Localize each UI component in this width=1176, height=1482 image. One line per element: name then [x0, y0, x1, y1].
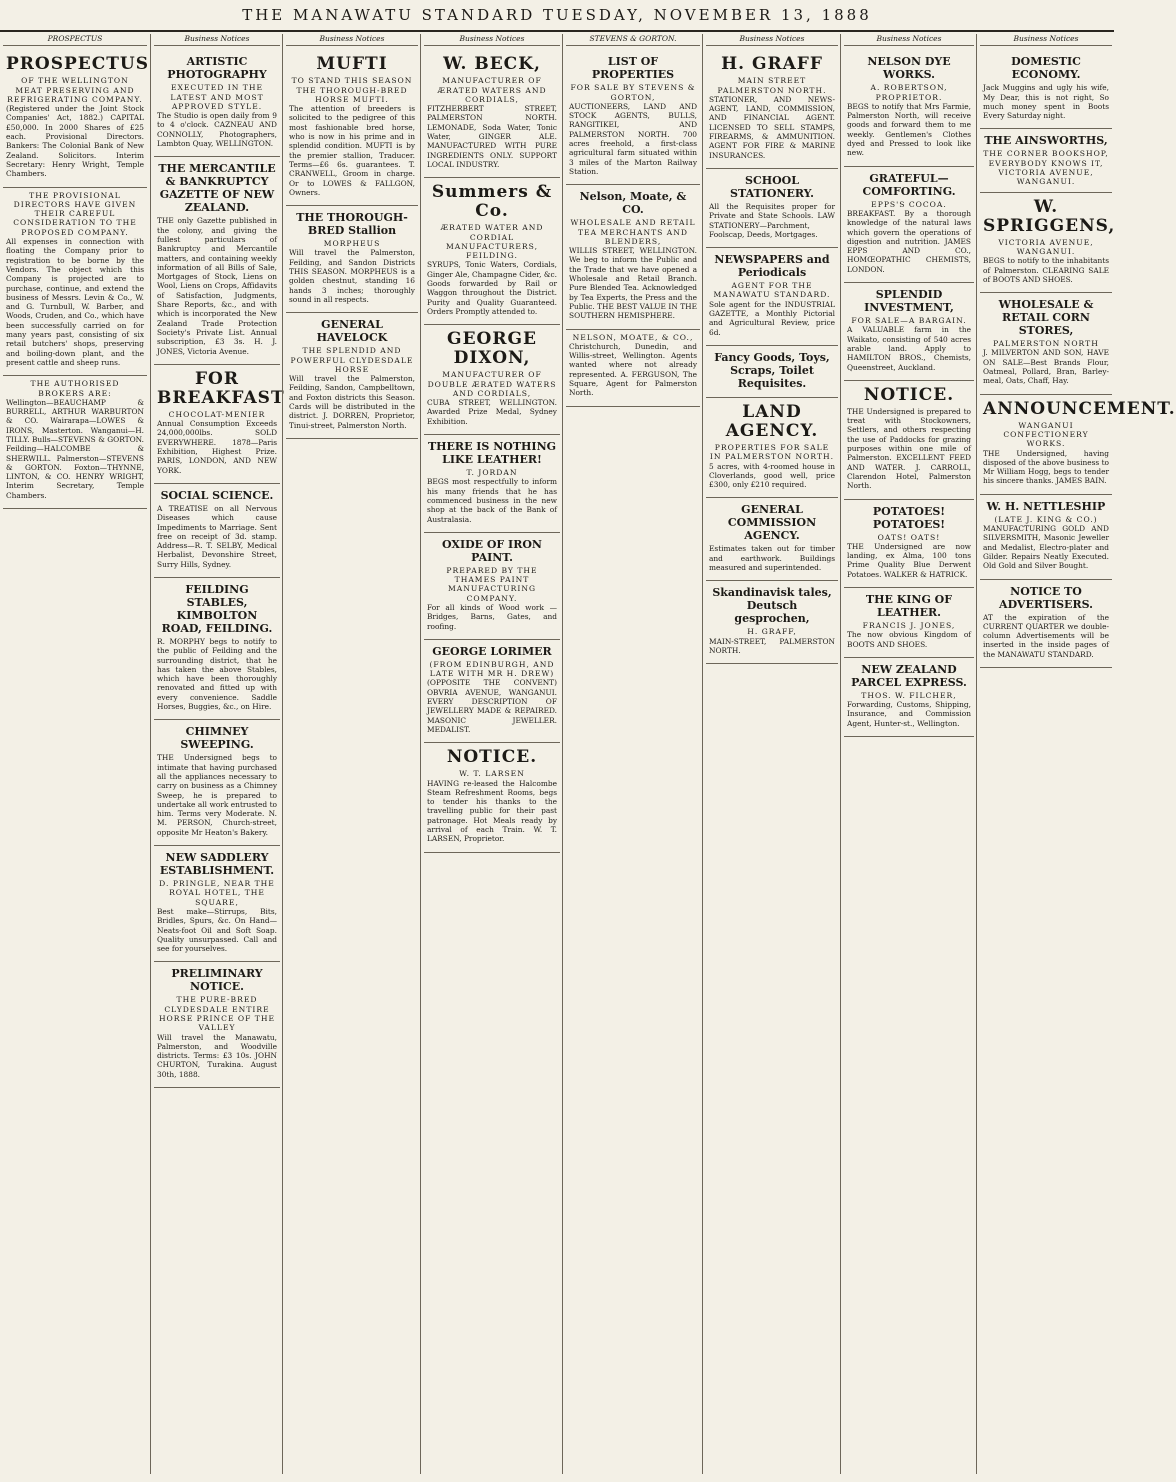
advertisement [980, 293, 1112, 394]
ad-subtitle: THE PURE-BRED CLYDESDALE ENTIRE HORSE PRINCE OF THE VALLEY [158, 995, 276, 1033]
ad-title: THE KING OF LEATHER. [865, 592, 953, 619]
ad-body: The now obvious Kingdom of BOOTS AND SHOES. [847, 630, 971, 649]
advertisement [706, 169, 838, 248]
advertisement [424, 435, 560, 533]
column-5 [562, 34, 703, 1474]
ad-subtitle: THE AUTHORISED BROKERS ARE: [30, 379, 120, 398]
ad-body: HAVING re-leased the Halcombe Steam Refreshment Rooms, begs to tender his thanks to the travelling public for their past patronage. Hot Meals ready by arrival of each Train. W. T. LARSEN, Proprietor. [427, 778, 557, 844]
column-heading: STEVENS & GORTON. [566, 34, 700, 46]
ad-body: STATIONER, AND NEWS-AGENT, LAND, COMMISSION, AND FINANCIAL AGENT. LICENSED TO SELL STAMPS, FIREARMS, & AMMUNITION. AGENT FOR FIRE & MARINE INSURANCES. [709, 94, 835, 160]
column-7 [840, 34, 977, 1474]
advertisement [424, 178, 560, 325]
advertisement [3, 376, 147, 509]
ad-title: PRELIMINARY NOTICE. [171, 967, 263, 994]
ad-body: THE Undersigned, having disposed of the above business to Mr William Hogg, begs to tender his sincere thanks. JAMES BAIN. [983, 448, 1109, 486]
ad-title: NELSON DYE WORKS. [867, 55, 951, 82]
ad-title: NEWSPAPERS and Periodicals [714, 253, 830, 280]
column-heading: PROSPECTUS [3, 34, 147, 46]
ad-title: WHOLESALE & RETAIL CORN STORES, [998, 298, 1094, 338]
column-heading: Business Notices [706, 34, 838, 46]
advertisement [844, 658, 974, 737]
advertisement [706, 50, 838, 169]
advertisement [3, 188, 147, 377]
ad-title: ARTISTIC PHOTOGRAPHY [167, 55, 267, 82]
ad-subtitle: D. PRINGLE, NEAR THE ROYAL HOTEL, THE SQUARE, [159, 879, 275, 907]
ad-body: (Registered under the Joint Stock Companies' Act, 1882.) CAPITAL £50,000. In 2000 Shares of £25 each. Provisional Directors. Bankers: The Colonial Bank of New Zealand. Solicitors. Interim Secretary: Henry Wright, Temple Chambers. [6, 104, 144, 179]
ad-body: The attention of breeders is solicited to the pedigree of this most fashionable bred horse, who is now in his prime and in splendid condition. MUFTI is by the premier stallion, Traducer. Terms—£6 6s. guarantees. T. CRANWELL, Groom in charge. Or to LOWES & FALLGON, Owners. [289, 104, 415, 197]
ad-title: PROSPECTUS [6, 54, 150, 75]
ad-subtitle: FOR SALE BY STEVENS & GORTON, [570, 83, 696, 102]
ad-title: POTATOES! POTATOES! [872, 504, 946, 531]
ad-subtitle: AGENT FOR THE MANAWATU STANDARD. [713, 281, 831, 300]
ad-body: THE Undersigned is prepared to treat with Stockowners, Settlers, and others respecting the use of Paddocks for grazing purposes within one mile of Palmerston. EXCELLENT FEED AND WATER. J. CARROLL, Clarendon Hotel, Palmerston North. [847, 406, 971, 491]
advertisement [706, 498, 838, 581]
advertisement [154, 578, 280, 720]
ad-body: Best make—Stirrups, Bits, Bridles, Spurs, &c. On Hand—Neats-foot Oil and Soft Soap. Quality unsurpassed. Call and see for yourselves. [157, 906, 277, 954]
ad-subtitle: THE CORNER BOOKSHOP, EVERYBODY KNOWS IT, VICTORIA AVENUE, WANGANUI. [983, 149, 1109, 187]
column-heading: Business Notices [980, 34, 1112, 46]
ad-body: R. MORPHY begs to notify to the public of Feilding and the surrounding district, that he has taken the above Stables, which have been thoroughly renovated and fitted up with every convenience. Saddle Horses, Buggies, &c., on Hire. [157, 636, 277, 712]
ad-title: H. GRAFF [721, 54, 823, 75]
ad-body: All expenses in connection with floating the Company prior to registration to be borne by the Vendors. The object which this Company is projected are to purchase, continue, and extend the business of Messrs. Levin & Co., W. and G. Turnbull, W. Barber, and Woods, Cruden, and Co., which have been successfully carried on for many years past, consisting of six retail butchers' shops, preserving and boiling-down plant, and the present cattle and sheep runs. [6, 237, 144, 367]
ad-subtitle: FOR SALE—A BARGAIN. [851, 316, 967, 326]
ad-subtitle: THE SPLENDID AND POWERFUL CLYDESDALE HORSE [290, 346, 414, 374]
ad-title: NOTICE TO ADVERTISERS. [999, 584, 1093, 611]
ad-title: LAND AGENCY. [725, 401, 819, 441]
ad-title: NEW ZEALAND PARCEL EXPRESS. [851, 662, 967, 689]
ad-subtitle: MORPHEUS [323, 239, 381, 249]
advertisement [844, 500, 974, 588]
ad-body: MAIN-STREET, PALMERSTON NORTH. [709, 636, 835, 655]
advertisement [980, 580, 1112, 668]
ad-body: Wellington—BEAUCHAMP & BURRELL, ARTHUR WARBURTON & CO. Wairarapa—LOWES & IRONS, Masterton. Wanganui—H. TILLY. Bulls—STEVENS & GORTON. Feilding—HALCOMBE & SHERWILL. Palmerston—STEVENS & GORTON. Foxton—THYNNE, LINTON, & CO. HENRY WRIGHT, Interim Secretary, Temple Chambers. [6, 397, 144, 500]
column-heading: Business Notices [844, 34, 974, 46]
ad-title: SOCIAL SCIENCE. [160, 488, 274, 502]
ad-body: J. MILVERTON AND SON, HAVE ON SALE—Best Brands Flour, Oatmeal, Pollard, Bran, Barley-meal, Oats, Chaff, Hay. [983, 348, 1109, 386]
advertisement [154, 720, 280, 846]
ad-body: 5 acres, with 4-roomed house in Cloverlands, good well, price £300, only £210 required. [709, 461, 835, 490]
ad-subtitle: VICTORIA AVENUE, WANGANUI. [998, 237, 1094, 256]
advertisement [566, 185, 700, 329]
ad-body: A VALUABLE farm in the Waikato, consisting of 540 acres arable land. Apply to HAMILTON BROS., Chemists, Queenstreet, Auckland. [847, 325, 971, 372]
advertisement [154, 365, 285, 484]
advertisement [424, 640, 560, 743]
advertisement [154, 962, 280, 1088]
ad-body: CUBA STREET, WELLINGTON. Awarded Prize Medal, Sydney Exhibition. [427, 398, 557, 426]
advertisement [424, 743, 560, 852]
ad-body: THE only Gazette published in the colony, and giving the fullest particulars of Bankruptcy and Mercantile matters, and containing weekly information of all Bills of Sale, Mortgages of Stock, Liens on Wool, Liens on Crops, Affidavits of Satisfaction, Judgments, Share Reports, &c., and with which is incorporated the New Zealand Trade Protection Society's Private List. Annual subscription, £3 3s. H. J. JONES, Victoria Avenue. [157, 216, 277, 356]
ad-subtitle: CHOCOLAT-MENIER [168, 409, 266, 419]
ad-subtitle: A. ROBERTSON, PROPRIETOR. [870, 83, 948, 102]
column-3 [282, 34, 421, 1474]
advertisement [844, 588, 974, 658]
ad-title: NOTICE. [863, 384, 955, 405]
ad-title: NEW SADDLERY ESTABLISHMENT. [159, 851, 275, 878]
ad-title: GEORGE DIXON, [447, 329, 537, 369]
ad-body: WILLIS STREET, WELLINGTON. We beg to inform the Public and the Trade that we have opened a Wholesale and Retail Branch. Pure Blended Tea. Acknowledged by Tea Experts, the Press and the Public. THE BEST VALUE IN THE SOUTHERN HEMISPHERE. [569, 246, 697, 321]
ad-title: SCHOOL STATIONERY. [730, 173, 814, 200]
ad-title: CHIMNEY SWEEPING. [180, 725, 254, 752]
advertisement [844, 167, 974, 283]
ad-title: THERE IS NOTHING LIKE LEATHER! [427, 440, 557, 467]
ad-title: GENERAL HAVELOCK [316, 318, 388, 345]
ad-subtitle: TO STAND THIS SEASON THE THOROUGH-BRED HORSE MUFTI. [291, 76, 413, 104]
ad-body: Will travel the Palmerston, Feilding, and Sandon Districts THIS SEASON. MORPHEUS is a golden chestnut, standing 16 hands 3 inches; thoroughly sound in all respects. [289, 248, 415, 304]
advertisement [286, 313, 418, 439]
advertisement [424, 50, 560, 178]
ad-title: OXIDE OF IRON PAINT. [442, 537, 542, 564]
ad-title: THE AINSWORTHS, [984, 134, 1108, 148]
ad-body: For all kinds of Wood work — Bridges, Barns, Gates, and roofing. [427, 602, 557, 631]
ad-title: GRATEFUL—COMFORTING. [862, 171, 956, 198]
ad-subtitle: H. GRAFF, [747, 627, 797, 637]
ad-subtitle: EPPS'S COCOA. [871, 199, 947, 209]
advertisement [286, 206, 418, 313]
ad-title: Summers & Co. [431, 182, 553, 222]
ad-body: (OPPOSITE THE CONVENT) OBVRIA AVENUE, WANGANUI. EVERY DESCRIPTION OF JEWELLERY MADE & REPAIRED. MASONIC JEWELLER. MEDALIST. [427, 678, 557, 734]
ad-body: BREAKFAST. By a thorough knowledge of the natural laws which govern the operations of digestion and nutrition. JAMES EPPS AND CO., HOMŒOPATHIC CHEMISTS, LONDON. [847, 208, 971, 274]
column-4 [420, 34, 563, 1474]
ad-body: Christchurch, Dunedin, and Willis-street, Wellington. Agents wanted where not already represented. A. FERGUSON, The Square, Agent for Palmerston North. [569, 341, 697, 398]
ad-subtitle: W. T. LARSEN [459, 769, 525, 779]
ad-subtitle: PROPERTIES FOR SALE IN PALMERSTON NORTH. [709, 442, 835, 462]
ad-subtitle: MAIN STREET PALMERSTON NORTH. [717, 76, 827, 95]
ad-title: GENERAL COMMISSION AGENCY. [727, 503, 817, 543]
ad-body: Jack Muggins and ugly his wife, My Dear, this is not right, So much money spent in Boots Every Saturday night. [983, 83, 1109, 121]
ad-title: ANNOUNCEMENT. [983, 398, 1176, 419]
ad-body: Estimates taken out for timber and earthwork. Buildings measured and superintended. [709, 544, 835, 573]
ad-subtitle: OF THE WELLINGTON MEAT PRESERVING AND REFRIGERATING COMPANY. [7, 76, 143, 104]
ad-body: Will travel the Palmerston, Feilding, Sandon, Campbelltown, and Foxton districts this Season. Cards will be distributed in the district. J. DORREN, Proprietor, Tinui-street, Palmerston North. [289, 374, 415, 430]
advertisement [844, 381, 974, 500]
advertisement [154, 157, 280, 364]
ad-body: FITZHERBERT STREET, PALMERSTON NORTH. LEMONADE, Soda Water, Tonic Water, GINGER ALE. MANUFACTURED WITH PURE INGREDIENTS ONLY. SUPPORT LOCAL INDUSTRY. [427, 104, 557, 169]
column-1 [0, 34, 150, 1474]
ad-body: AUCTIONEERS, LAND AND STOCK AGENTS, BULLS, RANGITIKEI, AND PALMERSTON NORTH. 700 acres freehold, a first-class agricultural farm situated within 3 miles of the Marton Railway Station. [569, 101, 697, 176]
ad-subtitle: T. JORDAN [466, 468, 518, 478]
ad-title: NOTICE. [446, 747, 538, 768]
advertisement [566, 50, 700, 185]
ad-subtitle: THOS. W. FILCHER, [861, 690, 957, 700]
advertisement [286, 50, 418, 206]
ad-body: SYRUPS, Tonic Waters, Cordials, Ginger Ale, Champagne Cider, &c. Goods forwarded by Rail or Waggon throughout the District. Purity and Quality Guaranteed. Orders Promptly attended to. [427, 260, 557, 316]
ad-body: All the Requisites proper for Private and State Schools. LAW STATIONERY—Parchment, Foolscap, Deeds, Mortgages. [709, 201, 835, 239]
masthead: THE MANAWATU STANDARD TUESDAY, NOVEMBER 13, 1888 [0, 0, 1114, 32]
ad-body: The Studio is open daily from 9 to 4 o'clock. CAZNEAU AND CONNOLLY, Photographers, Lambton Quay, WELLINGTON. [157, 111, 277, 149]
ad-body: THE Undersigned are now landing, ex Alma, 100 tons Prime Quality Blue Derwent Potatoes. WALKER & HATRICK. [847, 541, 971, 579]
ad-subtitle: (LATE J. KING & CO.) [994, 514, 1098, 524]
ad-subtitle: OATS! OATS! [877, 532, 941, 542]
advertisement [3, 50, 150, 187]
ad-title: FEILDING STABLES, KIMBOLTON ROAD, FEILDING. [161, 582, 273, 635]
ad-title: SPLENDID INVESTMENT, [864, 288, 954, 315]
advertisement [424, 533, 560, 640]
ad-title: MUFTI [316, 54, 388, 75]
ad-subtitle: EXECUTED IN THE LATEST AND MOST APPROVED STYLE. [170, 83, 264, 111]
ad-subtitle: ÆRATED WATER AND CORDIAL MANUFACTURERS, FEILDING. [440, 223, 544, 261]
ad-subtitle: NELSON, MOATE, & CO., [572, 332, 694, 342]
ad-subtitle: WHOLESALE AND RETAIL TEA MERCHANTS AND BLENDERS, [570, 218, 696, 246]
advertisement [706, 346, 838, 398]
ad-title: Fancy Goods, Toys, Scraps, Toilet Requisites. [714, 350, 830, 390]
column-heading: Business Notices [286, 34, 418, 46]
advertisement [980, 395, 1176, 495]
ad-subtitle: WANGANUI CONFECTIONERY WORKS. [1003, 420, 1089, 449]
ad-body: Forwarding, Customs, Shipping, Insurance, and Commission Agent, Hunter-st., Wellington. [847, 700, 971, 728]
ad-body: AT the expiration of the CURRENT QUARTER we double-column Advertisements will be inserted in the inside pages of the MANAWATU STANDARD. [983, 612, 1109, 659]
ad-title: GEORGE LORIMER [432, 644, 552, 658]
ad-subtitle: PREPARED BY THE THAMES PAINT MANUFACTURING COMPANY. [446, 565, 538, 603]
column-6 [702, 34, 841, 1474]
ad-subtitle: MANUFACTURER OF DOUBLE ÆRATED WATERS AND CORDIALS, [427, 370, 557, 398]
ad-title: W. SPRIGGENS, [983, 196, 1116, 236]
advertisement [844, 283, 974, 381]
ad-body: MANUFACTURING GOLD AND SILVERSMITH, Masonic Jeweller and Medalist, Electro-plater and Gilder. Repairs Neatly Executed. Old Gold and Silver Bought. [983, 524, 1109, 571]
advertisement [980, 193, 1116, 293]
ad-body: BEGS most respectfully to inform his many friends that he has commenced business in the new shop at the back of the Bank of Australasia. [427, 477, 557, 524]
advertisement [980, 129, 1112, 192]
ad-body: Sole agent for the INDUSTRIAL GAZETTE, a Monthly Pictorial and Agricultural Review, price 6d. [709, 299, 835, 337]
advertisement [154, 484, 280, 578]
ad-subtitle: THE PROVISIONAL DIRECTORS HAVE GIVEN THEIR CAREFUL CONSIDERATION TO THE PROPOSED COMPANY. [13, 190, 137, 237]
ad-title: W. H. NETTLESHIP [986, 499, 1106, 513]
column-heading: Business Notices [424, 34, 560, 46]
advertisement [154, 846, 280, 962]
ad-subtitle: (FROM EDINBURGH, AND LATE WITH MR H. DREW) [429, 659, 555, 679]
ad-title: FOR BREAKFAST [157, 368, 285, 408]
advertisement [706, 398, 838, 498]
ad-body: BEGS to notify that Mrs Farmie, Palmerston North, will receive goods and forward them to me weekly. Gentlemen's Clothes dyed and Pressed to look like new. [847, 101, 971, 158]
advertisement [980, 495, 1112, 580]
ad-body: THE Undersigned begs to intimate that having purchased all the appliances necessary to carry on business as a Chimney Sweep, he is prepared to undertake all work entrusted to him. Terms very Moderate. N. M. PERSON, Church-street, opposite Mr Heaton's Bakery. [157, 753, 277, 837]
advertisement [706, 248, 838, 346]
ad-title: LIST OF PROPERTIES [591, 55, 675, 82]
ad-title: W. BECK, [443, 54, 541, 75]
ad-title: THE THOROUGH-BRED Stallion [296, 211, 408, 238]
column-8 [976, 34, 1176, 1474]
ad-subtitle: FRANCIS J. JONES, [862, 620, 956, 630]
advertisement [844, 50, 974, 166]
ad-body: A TREATISE on all Nervous Diseases which cause Impediments to Marriage. Sent free on receipt of 3d. stamp. Address—R. T. SELBY, Medical Herbalist, Devonshire Street, Surry Hills, Sydney. [157, 503, 277, 569]
advertisement [424, 325, 560, 435]
ad-title: Skandinavisk tales, Deutsch gesprochen, [712, 586, 832, 626]
ad-subtitle: PALMERSTON NORTH [993, 339, 1099, 349]
advertisement [706, 581, 838, 664]
ad-body: BEGS to notify to the inhabitants of Palmerston. CLEARING SALE of BOOTS AND SHOES. [983, 256, 1109, 284]
advertisement [566, 330, 700, 407]
advertisement [980, 50, 1112, 129]
ad-title: DOMESTIC ECONOMY. [1011, 55, 1081, 82]
ad-subtitle: MANUFACTURER OF ÆRATED WATERS AND CORDIALS, [437, 76, 547, 104]
column-heading: Business Notices [154, 34, 280, 46]
ad-body: Annual Consumption Exceeds 24,000,000lbs. SOLD EVERYWHERE. 1878—Paris Exhibition, Highest Prize. PARIS, LONDON, AND NEW YORK. [157, 419, 277, 475]
ad-body: Will travel the Manawatu, Palmerston, and Woodville districts. Terms: £3 10s. JOHN CHURTON, Turakina. August 30th, 1888. [157, 1032, 277, 1079]
ad-title: THE MERCANTILE & BANKRUPTCY GAZETTE OF NEW ZEALAND. [158, 162, 276, 215]
column-2 [150, 34, 283, 1474]
ad-title: Nelson, Moate, & CO. [579, 190, 687, 217]
advertisement [154, 50, 280, 157]
